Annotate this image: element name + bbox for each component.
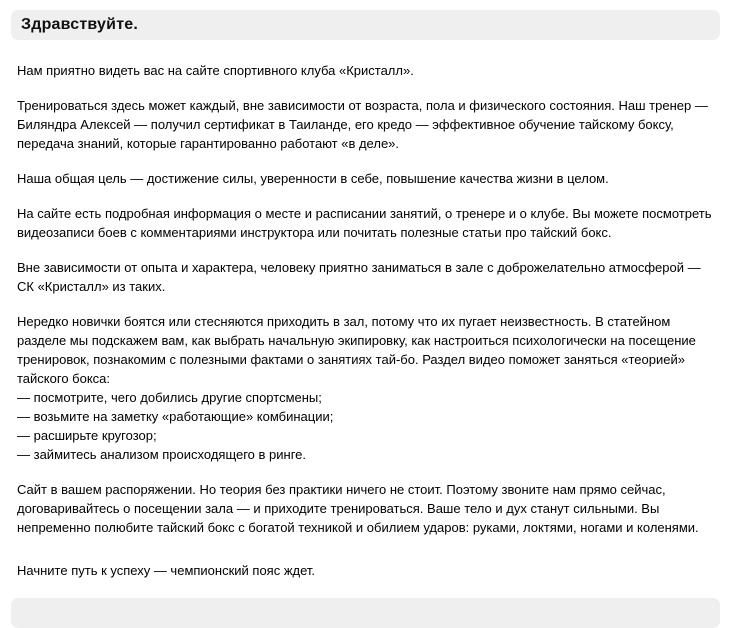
paragraph-closing: Начните путь к успеху — чемпионский пояс ждет. [17, 563, 316, 578]
article-body [11, 61, 720, 580]
next-section-header-bar [11, 598, 720, 628]
paragraph-goal: Наша общая цель — достижение силы, уверенности в себе, повышение качества жизни в целом. [17, 171, 609, 186]
page-title: Здравствуйте. [21, 16, 138, 33]
section-header-bar [11, 10, 720, 40]
video-section-block [17, 312, 715, 464]
paragraph-atmosphere: Вне зависимости от опыта и характера, человеку приятно заниматься в зале с доброжелательно атмосферой — СК «Кристалл» из таких. [17, 260, 701, 294]
list-item: — посмотрите, чего добились другие спортсмены; [17, 390, 322, 405]
list-item: — расширьте кругозор; [17, 428, 157, 443]
paragraph-beginners: Нередко новички боятся или стесняются приходить в зал, потому что их пугает неизвестность. В статейном разделе мы подскажем вам, как выбрать начальную экипировку, как настроиться психологически на посещение тренировок, познакомим с полезными фактами о занятиях тай-бо. Раздел видео поможет заняться «теорией» тайского бокса: [17, 314, 696, 386]
list-item: — возьмите на заметку «работающие» комбинации; [17, 409, 334, 424]
paragraph-welcome: Нам приятно видеть вас на сайте спортивного клуба «Кристалл». [17, 63, 414, 78]
paragraph-site-info: На сайте есть подробная информация о месте и расписании занятий, о тренере и о клубе. Вы можете посмотреть видеозаписи боев с комментариями инструктора или почитать полезные статьи про тайский бокс. [17, 206, 712, 240]
list-item: — займитесь анализом происходящего в ринге. [17, 447, 307, 462]
paragraph-call-to-action: Сайт в вашем распоряжении. Но теория без практики ничего не стоит. Поэтому звоните нам прямо сейчас, договаривайтесь о посещении зала — и приходите тренироваться. Ваше тело и дух станут сильными. Вы непременно полюбите тайский бокс с богатой техникой и обилием ударов: руками, локтями, ногами и коленями. [17, 482, 699, 535]
paragraph-trainer: Тренироваться здесь может каждый, вне зависимости от возраста, пола и физического состояния. Наш тренер — Биляндра Алексей — получил сертификат в Таиланде, его кредо — эффективное обучение тайскому боксу, передача знаний, которые гарантированно работают «в деле». [17, 98, 708, 151]
